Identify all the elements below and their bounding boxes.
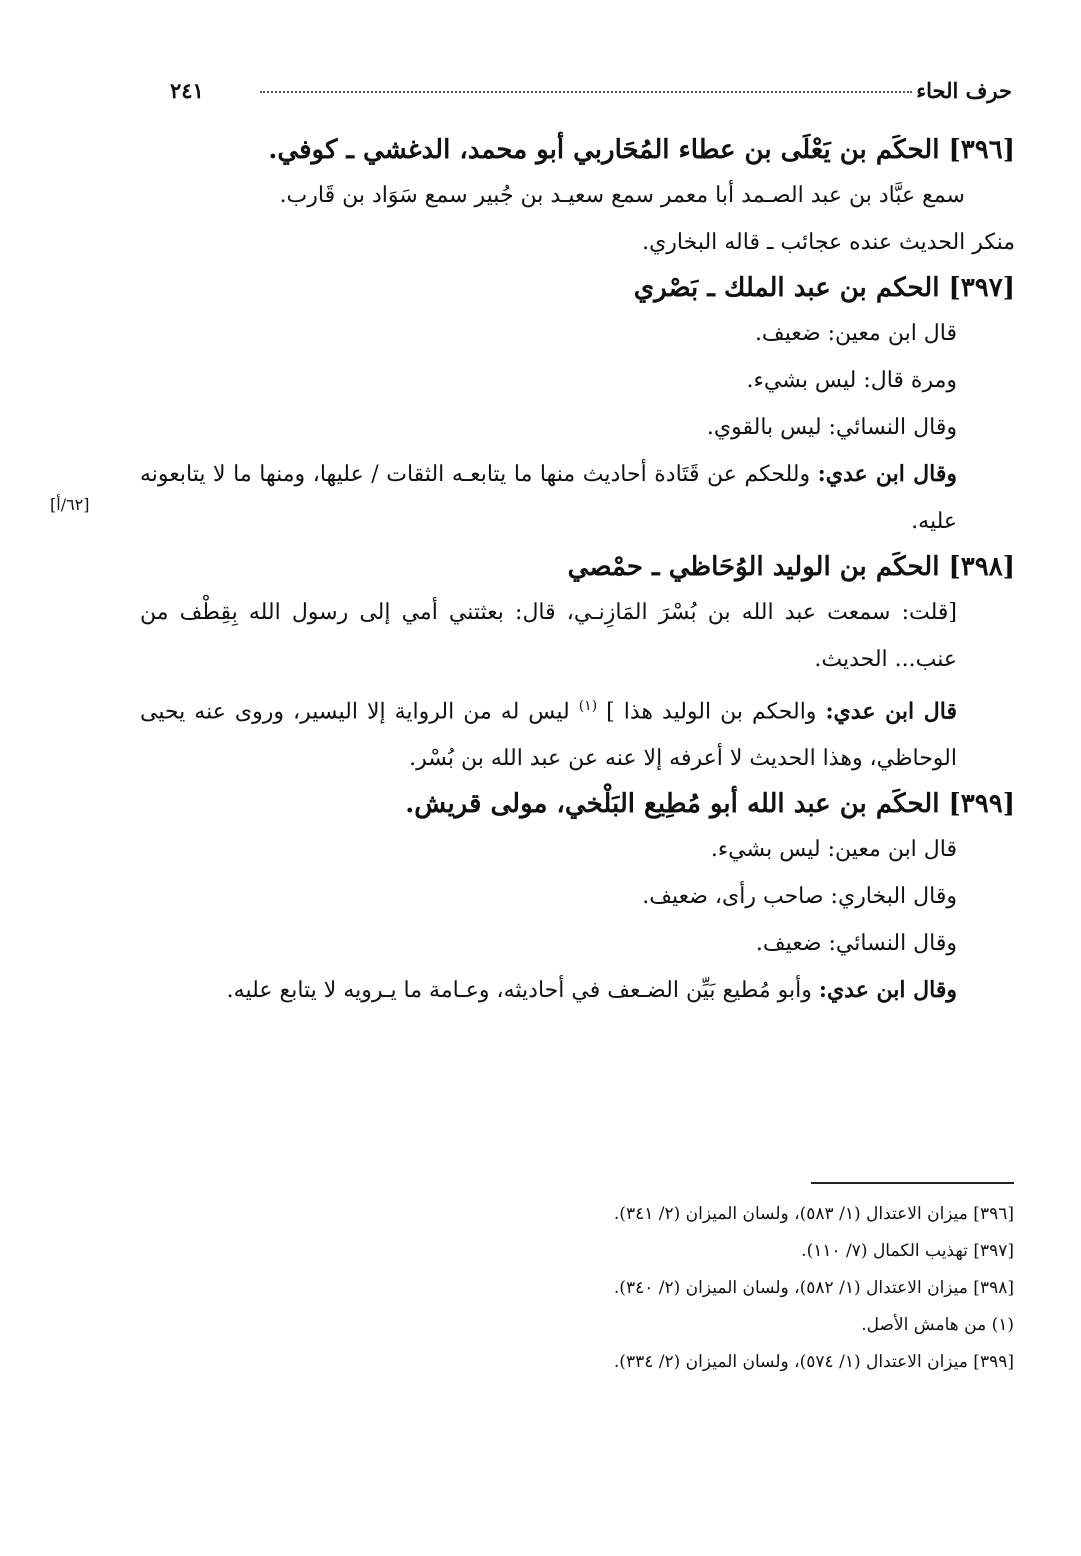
speaker-label: وقال ابن عدي: xyxy=(818,977,957,1004)
entry-line: وقال النسائي: ليس بالقوي. xyxy=(706,415,957,440)
entry-paragraph xyxy=(140,451,1015,545)
entry-line: سمع عبَّاد بن عبد الصـمد أبا معمر سمع سعيـد بن جُبير سمع سَوَاد بن قَارب. xyxy=(279,183,965,208)
footnote-397: [٣٩٧] تهذيب الكمال (٧/ ١١٠). xyxy=(801,1241,1014,1261)
margin-folio-reference: [٦٢/أ] xyxy=(50,495,90,514)
entry-line: قال ابن معين: ليس بشيء. xyxy=(710,837,957,863)
footnote-margin-note: (١) من هامش الأصل. xyxy=(861,1315,1014,1335)
entry-paragraph xyxy=(140,967,1015,1014)
entry-line: [قلت: سمعت عبد الله بن بُسْرَ المَازِنـي، قال: بعثتني أمي إلى رسول الله بِقِطْف من عنب... الحديث. xyxy=(140,600,957,672)
page-number: ٢٤١ xyxy=(170,78,204,103)
entry-line: قال ابن معين: ضعيف. xyxy=(754,321,957,346)
entry-heading-398: [٣٩٨] الحكَم بن الوليد الوُحَاظي ـ حمْصي xyxy=(567,552,1015,582)
entry-heading-396: [٣٩٦] الحكَم بن يَعْلَى بن عطاء المُحَاربي أبو محمد، الدغشي ـ كوفي. xyxy=(268,135,1015,165)
speaker-label: وقال ابن عدي: xyxy=(817,461,957,487)
running-header xyxy=(170,78,1012,108)
footnote-396: [٣٩٦] ميزان الاعتدال (١/ ٥٨٣)، ولسان الميزان (٢/ ٣٤١). xyxy=(613,1204,1014,1224)
chapter-title: حرف الحاء xyxy=(916,78,1012,103)
entry-paragraph xyxy=(140,683,1015,782)
entry-line: وقال النسائي: ضعيف. xyxy=(755,931,957,957)
speaker-text: والحكم بن الوليد هذا ] xyxy=(606,699,826,725)
speaker-text: وللحكم عن قَتَادة أحاديث منها ما يتابعـه الثقات / عليها، ومنها ما لا يتابعونه عليه. xyxy=(140,462,957,534)
main-text xyxy=(140,128,1015,1014)
footnote-399: [٣٩٩] ميزان الاعتدال (١/ ٥٧٤)، ولسان الميزان (٢/ ٣٣٤). xyxy=(613,1352,1014,1372)
speaker-text: وأبو مُطيع بَيِّن الضـعف في أحاديثه، وعـامة ما يـرويه لا يتابع عليه. xyxy=(226,978,819,1004)
footnote-398: [٣٩٨] ميزان الاعتدال (١/ ٥٨٢)، ولسان الميزان (٢/ ٣٤٠). xyxy=(613,1278,1014,1298)
speaker-label: قال ابن عدي: xyxy=(825,698,957,725)
footnotes xyxy=(144,1196,1014,1381)
entry-line: وقال البخاري: صاحب رأى، ضعيف. xyxy=(642,884,957,910)
speaker-text: ليس له من الرواية إلا اليسير، وروى عنه يحيى الوحاظي، وهذا الحديث لا أعرفه إلا عنه عن عبد الله بن بُسْر. xyxy=(140,699,957,772)
entry-heading-397: [٣٩٧] الحكم بن عبد الملك ـ بَصْري xyxy=(633,273,1015,303)
entry-heading-399: [٣٩٩] الحكَم بن عبد الله أبو مُطِيع البَلْخي، مولى قريش. xyxy=(405,789,1015,820)
entry-line: منكر الحديث عنده عجائب ـ قاله البخاري. xyxy=(642,230,1015,255)
entry-line: ومرة قال: ليس بشيء. xyxy=(746,368,957,393)
footnote-separator xyxy=(811,1182,1014,1184)
footnote-marker: (١) xyxy=(578,698,598,714)
header-dotted-rule xyxy=(260,91,912,93)
